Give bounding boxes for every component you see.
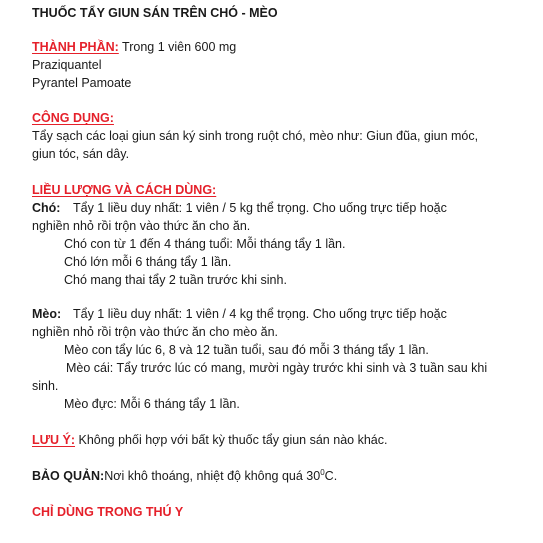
storage-text: Nơi khô thoáng, nhiệt độ không quá 30 — [104, 469, 321, 483]
storage-degree-superscript: 0 — [320, 467, 325, 477]
ingredients-text: Trong 1 viên 600 mg — [118, 40, 237, 54]
storage-text-unit: C. — [324, 469, 338, 483]
ingredients-line — [32, 39, 236, 55]
dog-dosage-line — [32, 200, 457, 216]
dog-schedule-item: Chó con từ 1 đến 4 tháng tuổi: Mỗi tháng tẩy 1 lần. — [64, 237, 346, 251]
ingredient-item: Praziquantel — [32, 58, 102, 72]
dog-schedule-item: Chó lớn mỗi 6 tháng tẩy 1 lần. — [64, 255, 232, 269]
cat-dosage-line — [32, 306, 447, 322]
cat-schedule-item-cont: sinh. — [32, 379, 59, 393]
cat-label: Mèo: — [32, 307, 62, 321]
veterinary-use-only: CHỈ DÙNG TRONG THÚ Y — [32, 505, 184, 519]
dog-schedule-item: Chó mang thai tẩy 2 tuần trước khi sinh. — [64, 273, 287, 287]
cat-schedule-item: Mèo đực: Mỗi 6 tháng tẩy 1 lần. — [64, 397, 240, 411]
cat-dosage-text-cont: nghiền nhỏ rồi trộn vào thức ăn cho mèo ăn. — [32, 325, 279, 339]
ingredients-heading: THÀNH PHẦN: — [32, 40, 119, 54]
note-heading: LƯU Ý: — [32, 433, 76, 447]
uses-text-line: giun tóc, sán dây. — [32, 147, 130, 161]
cat-dosage-text: Tẩy 1 liều duy nhất: 1 viên / 4 kg thể trọng. Cho uống trực tiếp hoặc — [73, 307, 447, 321]
ingredient-item: Pyrantel Pamoate — [32, 76, 132, 90]
cat-schedule-item: Mèo con tẩy lúc 6, 8 và 12 tuần tuổi, sau đó mỗi 3 tháng tẩy 1 lần. — [64, 343, 429, 357]
dog-label: Chó: — [32, 201, 61, 215]
dog-dosage-text-cont: nghiền nhỏ rồi trộn vào thức ăn cho ăn. — [32, 219, 251, 233]
storage-line — [32, 468, 337, 484]
uses-text-line: Tẩy sạch các loại giun sán ký sinh trong ruột chó, mèo như: Giun đũa, giun móc, — [32, 129, 479, 143]
dog-dosage-text: Tẩy 1 liều duy nhất: 1 viên / 5 kg thể trọng. Cho uống trực tiếp hoặc — [73, 201, 447, 215]
storage-heading: BẢO QUẢN: — [32, 469, 105, 483]
uses-heading: CÔNG DỤNG: — [32, 111, 114, 125]
cat-schedule-item: Mèo cái: Tẩy trước lúc có mang, mười ngày trước khi sinh và 3 tuần sau khi — [66, 361, 488, 375]
note-line — [32, 432, 387, 448]
note-text: Không phối hợp với bất kỳ thuốc tẩy giun sán nào khác. — [75, 433, 388, 447]
document-title: THUỐC TẨY GIUN SÁN TRÊN CHÓ - MÈO — [32, 6, 278, 20]
dosage-heading: LIỀU LƯỢNG VÀ CÁCH DÙNG: — [32, 183, 217, 197]
